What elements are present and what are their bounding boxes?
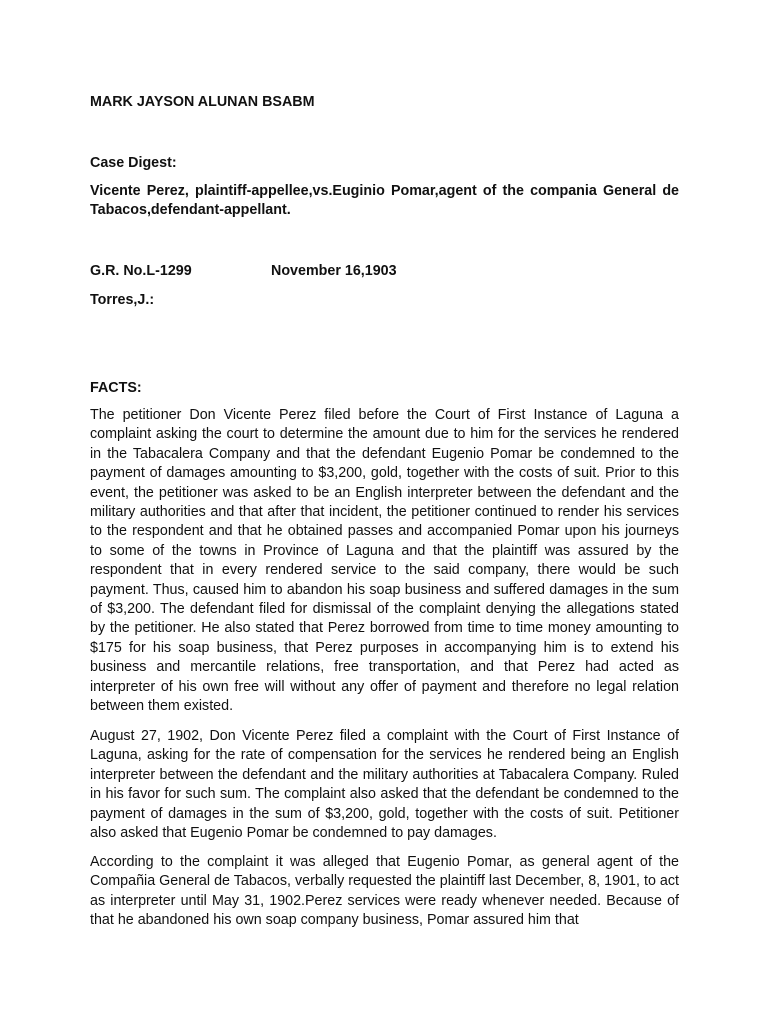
ponente-justice: Torres,J.: [90, 292, 155, 308]
decision-date: November 16,1903 [271, 263, 397, 279]
gr-number: G.R. No.L-1299 [90, 263, 192, 279]
facts-paragraph-3: According to the complaint it was alleged that Eugenio Pomar, as general agent of the Compañia General de Tabacos, verbally requested the plaintiff last December, 8, 1901, to act as interpreter until May 31, 1902.Perez services were ready whenever needed. Because of that he abandoned his own soap company business, Pomar assured him that [90, 854, 679, 929]
case-title: Vicente Perez, plaintiff-appellee,vs.Euginio Pomar,agent of the compania General de Tabacos,defendant-appellant. [90, 183, 679, 219]
facts-paragraph-1: The petitioner Don Vicente Perez filed before the Court of First Instance of Laguna a complaint asking the court to determine the amount due to him for the services he rendered in the Tabacalera Company and that the defendant Eugenio Pomar be condemned to the payment of damages amounting to $3,200, gold, together with the costs of suit. Prior to this event, the petitioner was asked to be an English interpreter between the defendant and the military authorities and that after that incident, the petitioner continued to render his services to the respondent and that he obtained passes and accompanied Pomar upon his journeys to some of the towns in Province of Laguna and that the plaintiff was assured by the respondent that in every rendered service to the said company, there would be such payment. Thus, caused him to abandon his soap business and suffered damages in the sum of $3,200. The defendant filed for dismissal of the complaint denying the allegations stated by the petitioner. He also stated that Perez borrowed from time to time money amounting to $175 for his soap business, that Perez purposes in accompanying him is to extend his business and mercantile relations, free transportation, and that Perez had acted as interpreter of his own free will without any offer of payment and therefore no legal relation between them existed. [90, 407, 679, 715]
facts-heading: FACTS: [90, 380, 142, 396]
facts-paragraph-2: August 27, 1902, Don Vicente Perez filed a complaint with the Court of First Instance of Laguna, asking for the rate of compensation for the services he rendered being an English interpreter between the defendant and the military authorities at Tabacalera Company. Ruled in his favor for such sum. The complaint also asked that the defendant be condemned to the payment of damages in the sum of $3,200, gold, together with the costs of suit. Petitioner also asked that Eugenio Pomar be condemned to pay damages. [90, 728, 679, 842]
author-line: MARK JAYSON ALUNAN BSABM [90, 94, 315, 110]
case-digest-label: Case Digest: [90, 155, 177, 171]
